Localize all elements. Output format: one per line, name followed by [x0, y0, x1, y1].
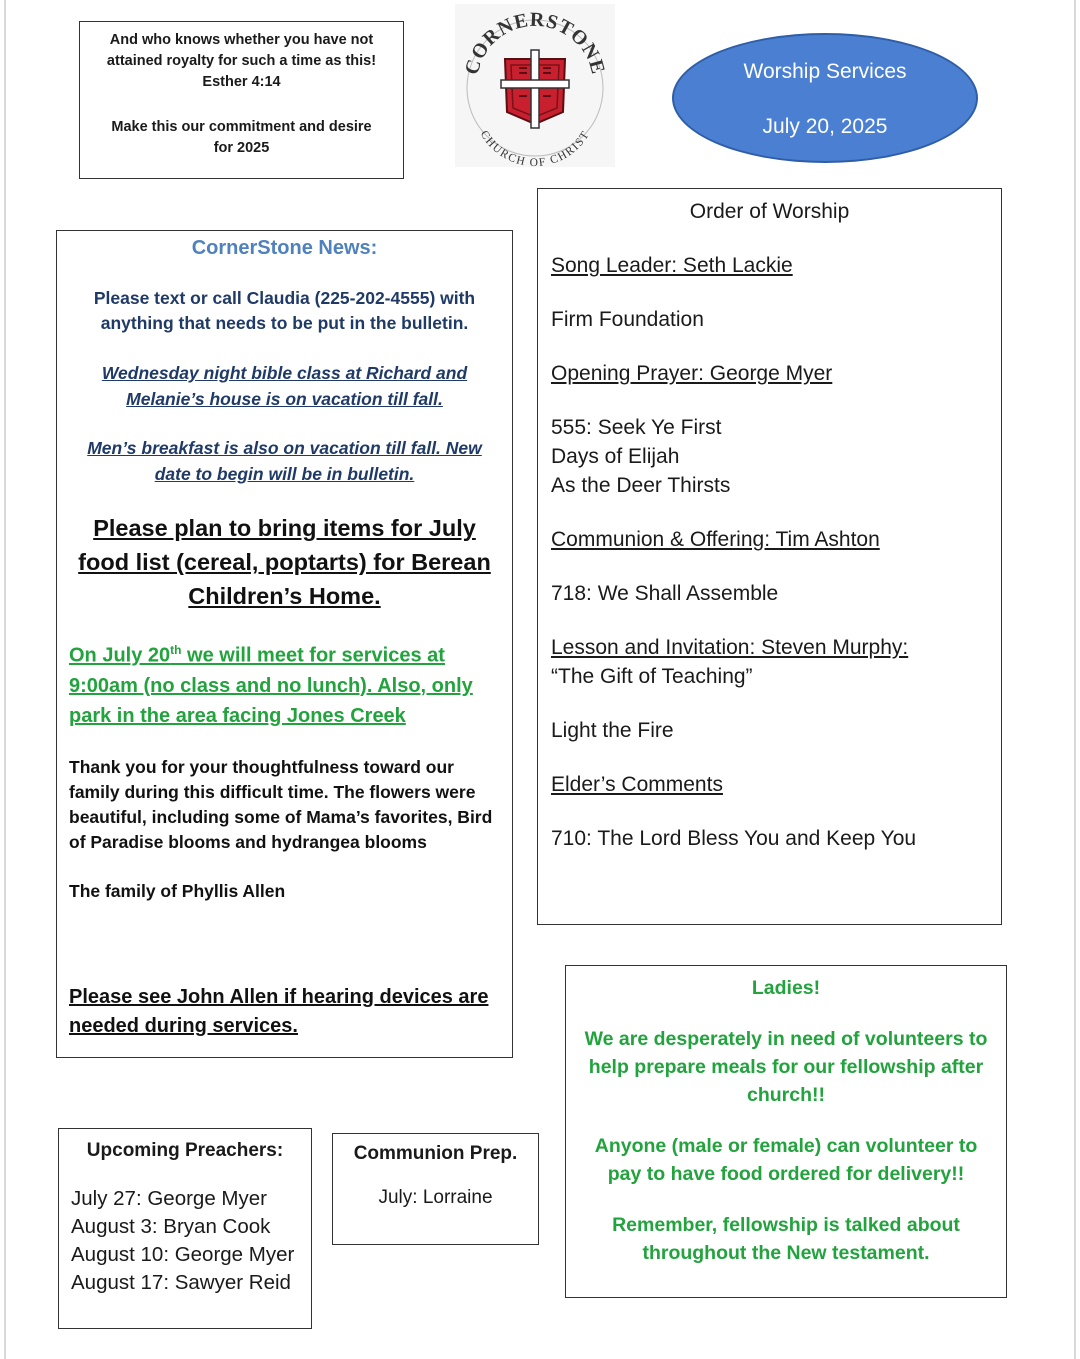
- song-we-shall-assemble: 718: We Shall Assemble: [551, 582, 779, 605]
- news-contact: Please text or call Claudia (225-202-4555) with anything that needs to be put in the bulletin.: [93, 288, 476, 333]
- upcoming-preachers-box: [58, 1128, 312, 1329]
- worship-date: July 20, 2025: [762, 115, 888, 138]
- logo-arc-top: CORNERSTONE: [460, 8, 610, 77]
- communion-offering: Communion & Offering: Tim Ashton: [551, 528, 880, 551]
- ladies-paragraph-2: Anyone (male or female) can volunteer to pay to have food ordered for delivery!!: [594, 1135, 978, 1185]
- page-edge-right: [1074, 0, 1076, 1359]
- song-light-the-fire: Light the Fire: [551, 719, 674, 742]
- news-bible-class: Wednesday night bible class at Richard and Melanie’s house is on vacation till fall.: [101, 363, 468, 409]
- song-as-the-deer: As the Deer Thirsts: [551, 474, 731, 497]
- news-food-list: Please plan to bring items for July food list (cereal, poptarts) for Berean Children’s Home.: [78, 515, 491, 609]
- preacher-item: July 27: George Myer: [71, 1187, 267, 1210]
- church-logo: [455, 4, 615, 167]
- lesson-title: “The Gift of Teaching”: [551, 665, 753, 688]
- opening-prayer: Opening Prayer: George Myer: [551, 362, 833, 385]
- news-breakfast: Men’s breakfast is also on vacation till fall. New date to begin will be in bulletin.: [87, 438, 482, 484]
- ladies-paragraph-3: Remember, fellowship is talked about throughout the New testament.: [612, 1214, 960, 1264]
- ladies-heading: Ladies!: [751, 977, 821, 999]
- preachers-heading: Upcoming Preachers:: [86, 1140, 284, 1161]
- elders-comments: Elder’s Comments: [551, 773, 723, 796]
- order-of-worship-box: [537, 188, 1002, 925]
- communion-prep-box: [332, 1133, 539, 1245]
- song-days-of-elijah: Days of Elijah: [551, 445, 680, 468]
- news-thanks: Thank you for your thoughtfulness toward our family during this difficult time. The flowers were beautiful, including some of Mama’s favorites, Bird of Paradise blooms and hydrangea blooms: [69, 756, 493, 852]
- song-firm-foundation: Firm Foundation: [551, 308, 704, 331]
- cornerstone-news-box: [56, 230, 513, 1058]
- cornerstone-logo-icon: [455, 4, 615, 167]
- commitment-line-2: for 2025: [213, 140, 270, 156]
- page-edge-left: [4, 0, 6, 1359]
- order-heading: Order of Worship: [689, 200, 850, 223]
- song-seek-ye-first: 555: Seek Ye First: [551, 416, 722, 439]
- song-leader: Song Leader: Seth Lackie: [551, 254, 793, 277]
- ladies-paragraph-1: We are desperately in need of volunteers to help prepare meals for our fellowship after church!!: [584, 1028, 988, 1106]
- closing-song: 710: The Lord Bless You and Keep You: [551, 827, 917, 850]
- preacher-item: August 10: George Myer: [71, 1243, 295, 1266]
- commitment-line-1: Make this our commitment and desire: [111, 119, 372, 135]
- meet-text-b: we will meet for services at 9:00am (no class and no lunch). Also, only park in the area facing Jones Creek: [69, 644, 473, 727]
- svg-text:CHURCH OF CHRIST: [478, 129, 593, 167]
- news-meeting-notice: [69, 635, 500, 731]
- logo-arc-bottom: CHURCH OF CHRIST: [477, 128, 593, 167]
- verse-line-2: attained royalty for such a time as this!: [106, 53, 377, 69]
- verse-box: [79, 21, 404, 179]
- meet-text-a: On July 20: [69, 644, 171, 667]
- news-family: The family of Phyllis Allen: [69, 880, 286, 901]
- meet-sup: th: [170, 643, 182, 657]
- preacher-item: August 3: Bryan Cook: [71, 1215, 271, 1238]
- ladies-volunteer-box: [565, 965, 1007, 1298]
- communion-prep-heading: Communion Prep.: [353, 1143, 518, 1164]
- worship-title: Worship Services: [743, 60, 907, 83]
- verse-reference: Esther 4:14: [202, 74, 281, 90]
- worship-services-badge: [672, 33, 978, 163]
- news-title: CornerStone News:: [191, 237, 378, 259]
- news-hearing-devices: Please see John Allen if hearing devices are needed during services.: [69, 985, 489, 1037]
- verse-line-1: And who knows whether you have not: [109, 32, 374, 48]
- preacher-item: August 17: Sawyer Reid: [71, 1271, 291, 1294]
- lesson-invitation: Lesson and Invitation: Steven Murphy:: [551, 636, 909, 659]
- communion-prep-value: July: Lorraine: [378, 1187, 493, 1208]
